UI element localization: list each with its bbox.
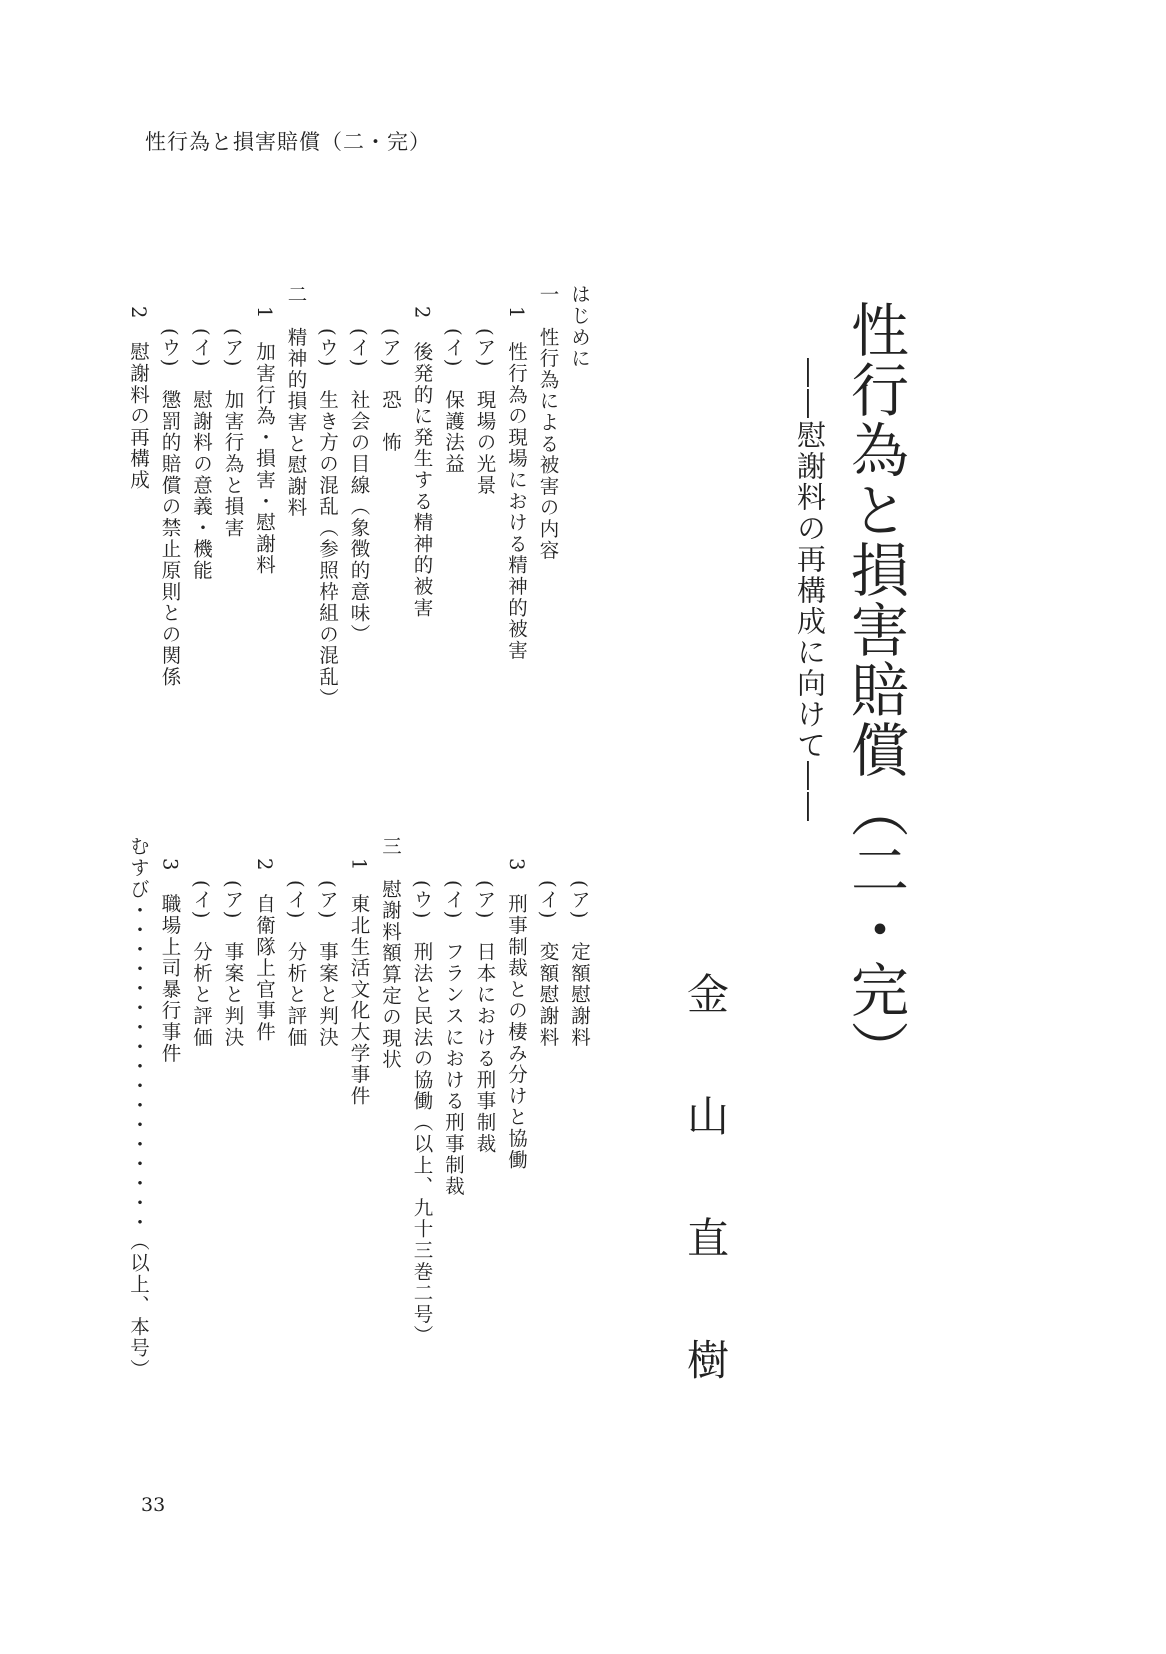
page-number: 33 bbox=[141, 1494, 166, 1516]
table-of-contents bbox=[120, 284, 610, 1454]
toc-entry-text: (イ) 慰謝料の意義・機能 bbox=[190, 328, 213, 582]
toc-entry-text: (ア) 事案と判決 bbox=[316, 880, 339, 1048]
toc-entry-text: (イ) 社会の目線（象徴的意味） bbox=[347, 328, 371, 646]
toc-entry bbox=[568, 284, 590, 369]
toc-entry bbox=[348, 858, 370, 1107]
toc-entry-text: (ア) 恐 怖 bbox=[379, 328, 402, 454]
toc-entry bbox=[285, 880, 307, 1048]
toc-entry bbox=[505, 306, 527, 661]
toc-entry bbox=[474, 880, 496, 1154]
toc-entry-text: (ウ) 懲罰的賠償の禁止原則との関係 bbox=[158, 328, 182, 688]
toc-entry bbox=[127, 306, 149, 491]
running-head: 性行為と損害賠償（二・完） bbox=[145, 130, 431, 154]
toc-entry-text: (イ) 保護法益 bbox=[442, 328, 465, 475]
toc-entry-text: (イ) 分析と評価 bbox=[190, 880, 213, 1048]
toc-entry bbox=[442, 880, 464, 1197]
article-subtitle: ――慰謝料の再構成に向けて―― bbox=[793, 358, 827, 823]
toc-entry bbox=[537, 880, 559, 1048]
toc-entry-text: 1 性行為の現場における精神的被害 bbox=[505, 306, 528, 662]
toc-entry-text: 2 自衛隊上官事件 bbox=[253, 858, 276, 1043]
toc-entry bbox=[253, 306, 275, 576]
toc-entry-note: （以上、本号） bbox=[127, 1231, 150, 1381]
toc-entry-text: (イ) 分析と評価 bbox=[284, 880, 308, 1048]
toc-entry-text: (ウ) 生き方の混乱（参照枠組の混乱） bbox=[316, 328, 339, 709]
toc-entry-text: むすび bbox=[127, 836, 150, 900]
toc-entry-text: (イ) フランスにおける刑事制裁 bbox=[442, 880, 465, 1198]
toc-entry bbox=[379, 836, 401, 1070]
toc-entry-text: (ウ) 刑法と民法の協働 bbox=[410, 880, 434, 1112]
toc-entry bbox=[411, 306, 433, 618]
toc-entry bbox=[222, 880, 244, 1048]
toc-entry-text: (ア) 加害行為と損害 bbox=[221, 328, 245, 539]
toc-entry-text: 2 後発的に発生する精神的被害 bbox=[410, 306, 434, 619]
toc-entry bbox=[316, 328, 338, 709]
toc-entry-text: (ア) 事案と判決 bbox=[221, 880, 245, 1048]
toc-entry bbox=[159, 858, 181, 1064]
toc-entry bbox=[568, 880, 590, 1048]
toc-entry bbox=[222, 328, 244, 539]
toc-entry-text: 1 東北生活文化大学事件 bbox=[347, 858, 371, 1107]
toc-entry-text: 1 加害行為・損害・慰謝料 bbox=[253, 306, 276, 576]
toc-entry bbox=[159, 328, 181, 688]
toc-entry bbox=[379, 328, 401, 453]
toc-entry-text: 3 刑事制裁との棲み分けと協働 bbox=[505, 858, 528, 1171]
toc-dot-leader: ・・・・・・・・・・・・・・・・・ bbox=[127, 899, 150, 1232]
toc-entry-text: 三 慰謝料額算定の現状 bbox=[379, 836, 402, 1071]
toc-entry bbox=[190, 880, 212, 1048]
toc-entry bbox=[411, 880, 433, 1346]
toc-entry bbox=[474, 328, 496, 496]
toc-entry-text: 二 精神的損害と慰謝料 bbox=[284, 284, 308, 519]
toc-entry bbox=[537, 284, 559, 561]
toc-entry-text: (イ) 変額慰謝料 bbox=[536, 880, 560, 1048]
toc-entry bbox=[348, 328, 370, 645]
toc-entry bbox=[127, 836, 149, 1381]
author-name: 金山直樹 bbox=[681, 972, 730, 1460]
article-title: 性行為と損害賠償（二・完） bbox=[841, 300, 909, 1080]
toc-entry bbox=[285, 284, 307, 518]
toc-entry bbox=[253, 858, 275, 1043]
toc-entry-text: (ア) 現場の光景 bbox=[473, 328, 497, 496]
toc-entry-text: 3 職場上司暴行事件 bbox=[158, 858, 182, 1064]
toc-entry-note: （以上、九十三巻二号） bbox=[410, 1111, 434, 1347]
toc-entry bbox=[190, 328, 212, 581]
toc-entry-text: はじめに bbox=[568, 284, 591, 370]
toc-entry-text: (ア) 定額慰謝料 bbox=[568, 880, 591, 1048]
toc-entry-text: 2 慰謝料の再構成 bbox=[127, 306, 150, 491]
toc-entry bbox=[316, 880, 338, 1048]
toc-entry bbox=[505, 858, 527, 1170]
toc-entry-text: 一 性行為による被害の内容 bbox=[536, 284, 560, 561]
toc-entry-text: (ア) 日本における刑事制裁 bbox=[473, 880, 497, 1155]
toc-entry bbox=[442, 328, 464, 475]
